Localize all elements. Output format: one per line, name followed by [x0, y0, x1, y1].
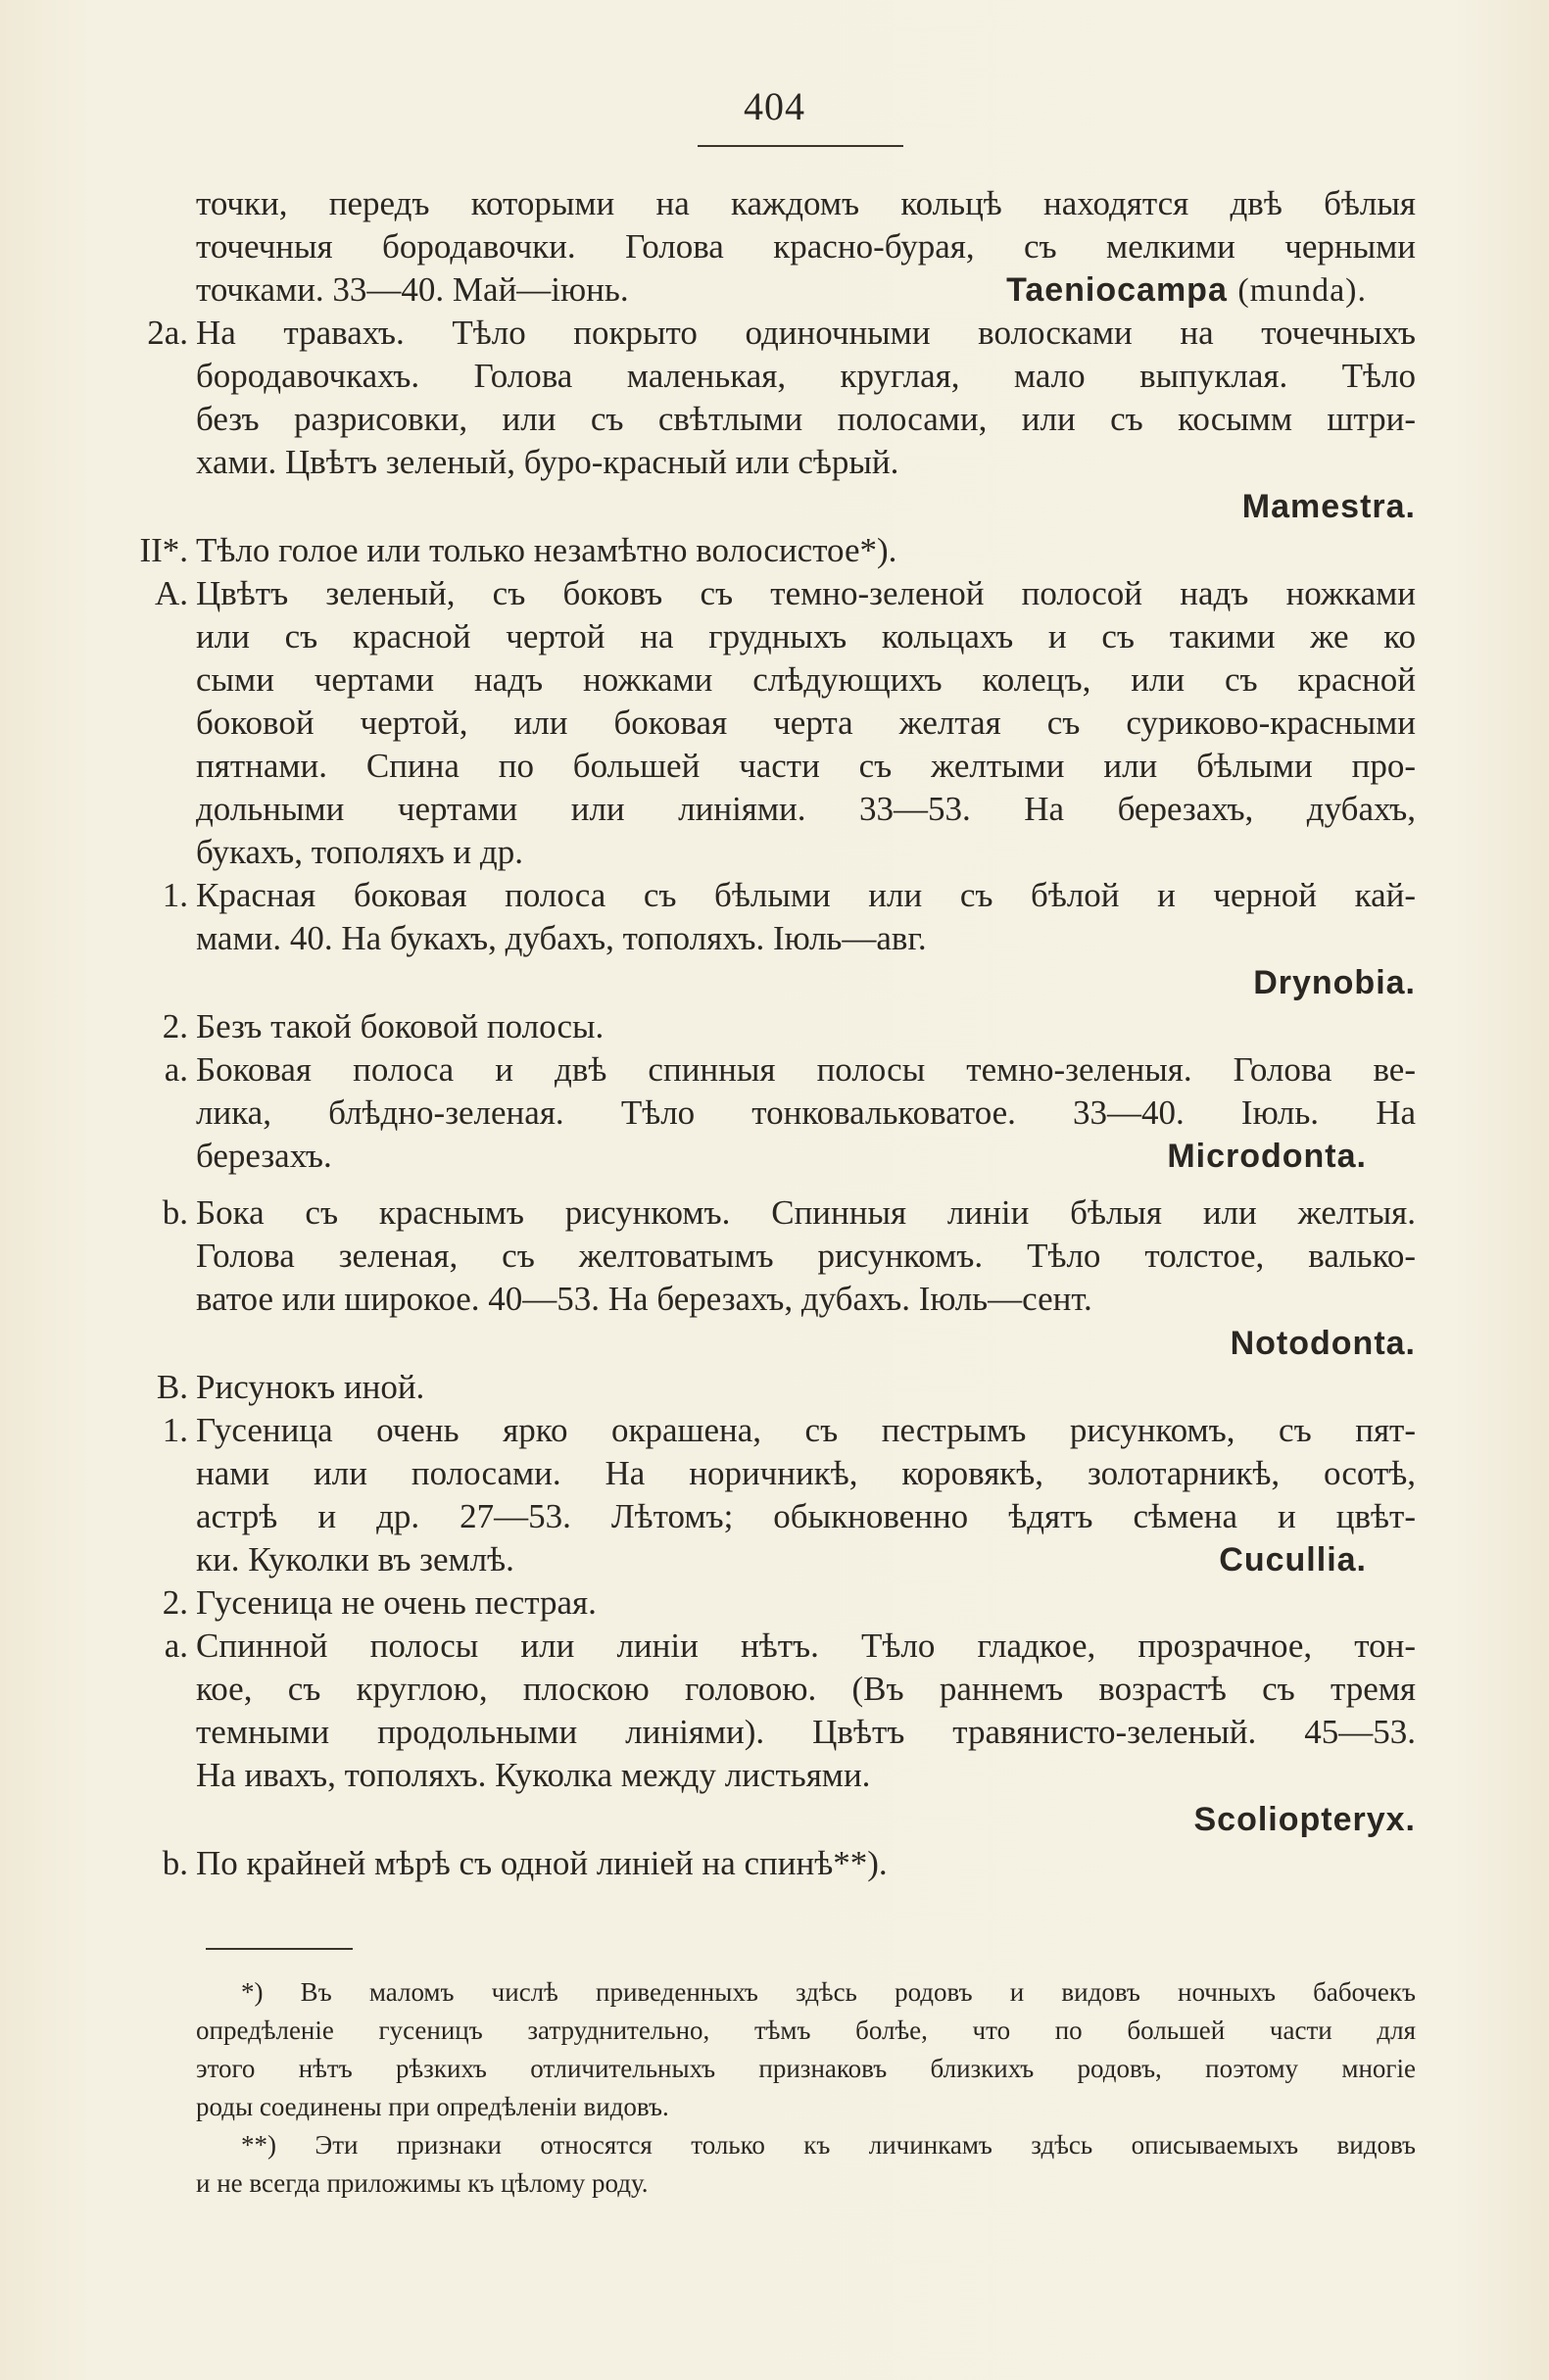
text-line: [196, 1754, 1416, 1797]
text-line: [147, 312, 1416, 355]
key-marker: b.: [162, 1844, 188, 1882]
line-text: Безъ такой боковой полосы.: [196, 1007, 605, 1045]
genus-name: Scoliopteryx.: [1193, 1801, 1416, 1838]
line-text: точками. 33—40. Май—iюнь.: [196, 270, 629, 309]
line-text: березахъ.: [196, 1137, 332, 1175]
text-line: [162, 1581, 1416, 1625]
page-number: 404: [744, 84, 805, 128]
line-text: безъ разрисовки, или съ свѣтлыми полосами, или съ косымм штри-: [196, 400, 1416, 438]
line-text: пятнами. Спина по большей части съ желтыми или бѣлыми про-: [196, 747, 1416, 785]
text-line: [196, 398, 1416, 441]
footnote-line: опредѣленiе гусеницъ затруднительно, тѣмъ болѣе, что по большей части для: [196, 2016, 1416, 2045]
text-line: [196, 1711, 1416, 1754]
line-text: темными продольными линiями). Цвѣтъ травянисто-зеленый. 45—53.: [196, 1713, 1416, 1751]
text-line: [196, 1092, 1416, 1135]
species-label: (munda).: [1237, 272, 1367, 309]
line-text: ки. Куколки въ землѣ.: [196, 1540, 514, 1579]
line-text: На травахъ. Тѣло покрыто одиночными волосками на точечныхъ: [196, 314, 1416, 352]
text-line: [196, 1235, 1416, 1278]
line-text: Рисунокъ иной.: [196, 1368, 425, 1406]
key-marker: 2a.: [147, 314, 188, 352]
footnotes: [196, 1973, 1416, 2203]
key-marker: II*.: [139, 531, 188, 569]
text-line: [196, 225, 1416, 268]
key-marker: a.: [164, 1050, 188, 1089]
text-line: [156, 1366, 1416, 1409]
text-line: [196, 1668, 1416, 1711]
line-text: Красная боковая полоса съ бѣлыми или съ бѣлой и черной кай-: [196, 876, 1416, 914]
line-text: дольными чертами или линiями. 33—53. На березахъ, дубахъ,: [196, 790, 1416, 828]
line-text: Боковая полоса и двѣ спинныя полосы темно-зеленыя. Голова ве-: [196, 1050, 1416, 1089]
key-text: [139, 182, 1416, 1885]
key-marker: 2.: [162, 1583, 188, 1622]
text-line: [196, 1135, 1416, 1178]
line-text: хами. Цвѣтъ зеленый, буро-красный или сѣрый.: [196, 443, 899, 481]
text-line: [196, 182, 1416, 225]
genus-name: [1006, 268, 1367, 313]
key-marker: 2.: [162, 1007, 188, 1045]
genus-name: Notodonta.: [1230, 1325, 1416, 1362]
line-text: лика, блѣдно-зеленая. Тѣло тонковальковатое. 33—40. Iюль. На: [196, 1093, 1416, 1132]
text-line: [162, 1409, 1416, 1452]
line-text: Цвѣтъ зеленый, съ боковъ съ темно-зеленой полосой надъ ножками: [196, 574, 1416, 612]
text-line: [162, 1191, 1416, 1235]
key-marker: B.: [156, 1368, 188, 1406]
genus-label: Taeniocampa: [1006, 271, 1228, 309]
line-text: букахъ, тополяхъ и др.: [196, 833, 523, 871]
text-line: [196, 745, 1416, 788]
line-text: По крайней мѣрѣ съ одной линiей на спинѣ**).: [196, 1844, 888, 1882]
text-line: [196, 441, 1416, 484]
text-line: [196, 658, 1416, 702]
line-text: мами. 40. На букахъ, дубахъ, тополяхъ. Iюль—авг.: [196, 919, 927, 957]
key-marker: 1.: [162, 1411, 188, 1449]
line-text: сыми чертами надъ ножками слѣдующихъ колецъ, или съ красной: [196, 660, 1416, 699]
footnote-line: *) Въ маломъ числѣ приведенныхъ здѣсь родовъ и видовъ ночныхъ бабочекъ: [241, 1977, 1416, 2007]
text-line: [196, 1278, 1416, 1321]
line-text: Гусеница очень ярко окрашена, съ пестрымъ рисункомъ, съ пят-: [196, 1411, 1416, 1449]
line-text: бородавочкахъ. Голова маленькая, круглая, мало выпуклая. Тѣло: [196, 357, 1416, 395]
footnote-line: и не всегда приложимы къ цѣлому роду.: [196, 2168, 649, 2198]
genus-name: Mamestra.: [1241, 488, 1416, 525]
text-line: [196, 268, 1416, 312]
text-line: [196, 702, 1416, 745]
text-line: [162, 1842, 1416, 1885]
line-text: или съ красной чертой на грудныхъ кольцахъ и съ такими же ко: [196, 617, 1416, 656]
line-text: Голова зеленая, съ желтоватымъ рисункомъ. Тѣло толстое, валько-: [196, 1237, 1416, 1275]
text-line: [196, 1538, 1416, 1581]
text-line: [162, 874, 1416, 917]
footnote-line: роды соединены при опредѣленiи видовъ.: [196, 2092, 669, 2121]
text-line: [196, 1495, 1416, 1538]
key-marker: a.: [164, 1627, 188, 1665]
line-text: боковой чертой, или боковая черта желтая съ суриково-красными: [196, 704, 1416, 742]
line-text: точечныя бородавочки. Голова красно-бурая, съ мелкими черными: [196, 227, 1416, 266]
text-line: [164, 1048, 1416, 1092]
genus-label: Cucullia.: [1219, 1541, 1367, 1579]
text-line: [196, 355, 1416, 398]
genus-name: [1219, 1538, 1367, 1581]
text-line: [164, 1625, 1416, 1668]
line-text: Тѣло голое или только незамѣтно волосистое*).: [196, 531, 897, 569]
line-text: астрѣ и др. 27—53. Лѣтомъ; обыкновенно ѣдятъ сѣмена и цвѣт-: [196, 1497, 1416, 1535]
line-text: Бока съ краснымъ рисункомъ. Спинныя линiи бѣлыя или желтыя.: [196, 1193, 1416, 1232]
key-marker: 1.: [162, 876, 188, 914]
text-line: [162, 1005, 1416, 1048]
line-text: ватое или широкое. 40—53. На березахъ, дубахъ. Iюль—сент.: [196, 1280, 1092, 1318]
genus-name: Drynobia.: [1253, 964, 1416, 1001]
line-text: На ивахъ, тополяхъ. Куколка между листьями.: [196, 1756, 871, 1794]
line-text: кое, съ круглою, плоскою головою. (Въ раннемъ возрастѣ съ тремя: [196, 1670, 1416, 1708]
footnote-line: **) Эти признаки относятся только къ личинкамъ здѣсь описываемыхъ видовъ: [241, 2130, 1416, 2160]
text-line: [196, 917, 1416, 960]
line-text: точки, передъ которыми на каждомъ кольцѣ находятся двѣ бѣлыя: [196, 184, 1416, 222]
footnote-rule: [206, 1948, 353, 1950]
footnote-line: этого нѣтъ рѣзкихъ отличительныхъ признаковъ близкихъ родовъ, поэтому многiе: [196, 2054, 1416, 2083]
genus-name: [1167, 1135, 1367, 1178]
key-marker: b.: [162, 1193, 188, 1232]
header-rule: [698, 145, 903, 147]
line-text: Спинной полосы или линiи нѣтъ. Тѣло гладкое, прозрачное, тон-: [196, 1627, 1416, 1665]
text-line: [196, 788, 1416, 831]
line-text: нами или полосами. На норичникѣ, коровякѣ, золотарникѣ, осотѣ,: [196, 1454, 1416, 1492]
genus-label: Microdonta.: [1167, 1138, 1367, 1175]
text-line: [196, 1452, 1416, 1495]
text-line: [196, 831, 1416, 874]
key-marker: A.: [154, 574, 188, 612]
text-line: [196, 615, 1416, 658]
text-line: [154, 572, 1416, 615]
line-text: Гусеница не очень пестрая.: [196, 1583, 597, 1622]
text-line: [139, 529, 1416, 572]
